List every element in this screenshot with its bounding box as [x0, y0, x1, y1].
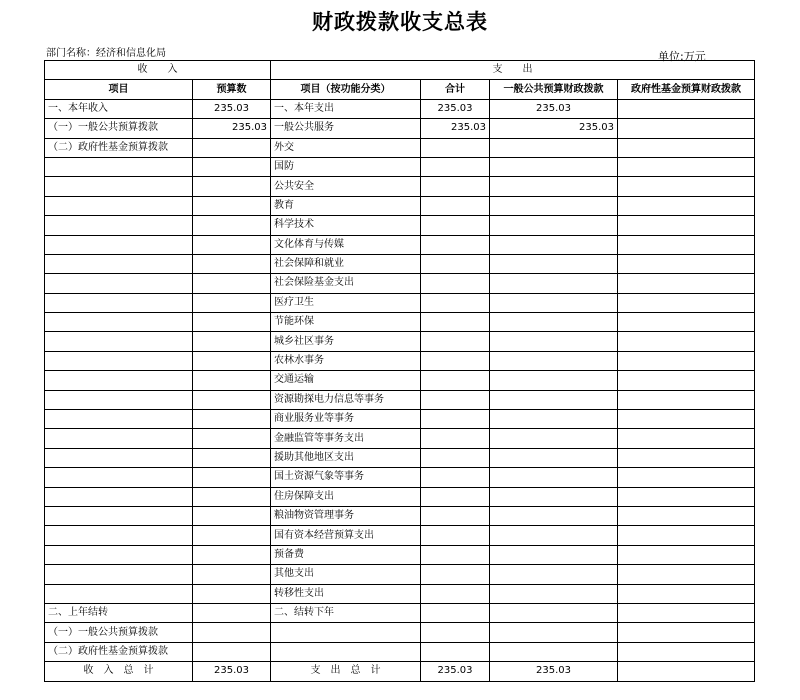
income-budget-cell: 235.03: [193, 119, 271, 138]
income-item-cell: [45, 351, 193, 370]
income-budget-cell: [193, 293, 271, 312]
income-item-cell: [45, 487, 193, 506]
table-row: [45, 448, 755, 467]
income-budget-cell: [193, 545, 271, 564]
expense-total-cell: [421, 545, 490, 564]
expense-fund-cell: [618, 448, 755, 467]
income-item-cell: （二）政府性基金预算拨款: [45, 138, 193, 157]
income-budget-cell: [193, 487, 271, 506]
table-row: [45, 429, 755, 448]
expense-item-cell: 教育: [271, 196, 421, 215]
expense-fund-cell: [618, 584, 755, 603]
expense-fund-cell: [618, 390, 755, 409]
table-row: [45, 410, 755, 429]
income-budget-cell: [193, 313, 271, 332]
table-row: [45, 196, 755, 215]
expense-total-cell: [421, 487, 490, 506]
expense-fund-cell: [618, 410, 755, 429]
expense-total-value: 235.03: [421, 662, 490, 681]
expense-general-cell: [490, 274, 618, 293]
table-row: [45, 293, 755, 312]
table-row: [45, 254, 755, 273]
income-item-cell: [45, 584, 193, 603]
income-budget-cell: [193, 371, 271, 390]
table-row: [45, 603, 755, 622]
expense-fund-cell: [618, 235, 755, 254]
expense-general-cell: [490, 216, 618, 235]
expense-general-cell: [490, 623, 618, 642]
income-item-cell: [45, 448, 193, 467]
expense-item-cell: 社会保障和就业: [271, 254, 421, 273]
table-row: [45, 506, 755, 525]
expense-item-cell: 节能环保: [271, 313, 421, 332]
income-item-cell: [45, 177, 193, 196]
expense-item-cell: 资源勘探电力信息等事务: [271, 390, 421, 409]
col-header-general-budget: 一般公共预算财政拨款: [490, 80, 618, 99]
table-row: [45, 545, 755, 564]
expense-total-cell: [421, 623, 490, 642]
income-item-cell: [45, 196, 193, 215]
expense-total-cell: [421, 351, 490, 370]
expense-general-cell: [490, 313, 618, 332]
expense-general-cell: [490, 138, 618, 157]
expense-item-cell: 其他支出: [271, 565, 421, 584]
income-item-cell: （一）一般公共预算拨款: [45, 119, 193, 138]
expense-general-cell: [490, 468, 618, 487]
unit-label: 单位:万元: [658, 50, 706, 63]
table-row: [45, 487, 755, 506]
table-row: [45, 332, 755, 351]
expense-fund-cell: [618, 332, 755, 351]
expense-total-cell: [421, 584, 490, 603]
table-row: [45, 216, 755, 235]
expense-general-cell: [490, 390, 618, 409]
expense-total-cell: [421, 603, 490, 622]
expense-total-cell: [421, 235, 490, 254]
col-header-total: 合计: [421, 80, 490, 99]
expense-general-cell: [490, 565, 618, 584]
totals-row: [45, 662, 755, 681]
expense-fund-cell: [618, 138, 755, 157]
expense-total-cell: [421, 274, 490, 293]
income-item-cell: [45, 274, 193, 293]
col-header-budget: 预算数: [193, 80, 271, 99]
income-budget-cell: [193, 332, 271, 351]
expense-general-cell: 235.03: [490, 99, 618, 118]
income-budget-cell: [193, 603, 271, 622]
expense-total-cell: [421, 157, 490, 176]
income-item-cell: （二）政府性基金预算拨款: [45, 642, 193, 661]
income-budget-cell: [193, 468, 271, 487]
income-budget-cell: [193, 429, 271, 448]
income-item-cell: [45, 390, 193, 409]
expense-item-cell: 农林水事务: [271, 351, 421, 370]
expense-fund-cell: [618, 177, 755, 196]
expense-fund-cell: [618, 468, 755, 487]
income-item-cell: [45, 216, 193, 235]
expense-fund-cell: [618, 623, 755, 642]
col-header-expense-item: 项目（按功能分类）: [271, 80, 421, 99]
income-budget-cell: [193, 196, 271, 215]
expense-fund-cell: [618, 216, 755, 235]
expense-item-cell: 国有资本经营预算支出: [271, 526, 421, 545]
income-item-cell: [45, 371, 193, 390]
expense-total-cell: [421, 293, 490, 312]
income-budget-cell: [193, 390, 271, 409]
table-row: [45, 526, 755, 545]
expense-fund-total-value: [618, 662, 755, 681]
income-item-cell: [45, 565, 193, 584]
expense-general-cell: [490, 429, 618, 448]
income-budget-cell: [193, 216, 271, 235]
expense-item-cell: 预备费: [271, 545, 421, 564]
income-budget-cell: [193, 448, 271, 467]
income-budget-cell: [193, 642, 271, 661]
expense-fund-cell: [618, 506, 755, 525]
expense-general-cell: [490, 196, 618, 215]
expense-item-cell: 援助其他地区支出: [271, 448, 421, 467]
expense-general-cell: [490, 448, 618, 467]
expense-general-cell: [490, 293, 618, 312]
expense-general-cell: [490, 235, 618, 254]
expense-fund-cell: [618, 351, 755, 370]
expense-item-cell: 国防: [271, 157, 421, 176]
income-item-cell: （一）一般公共预算拨款: [45, 623, 193, 642]
income-item-cell: [45, 545, 193, 564]
table-row: [45, 390, 755, 409]
expense-total-cell: [421, 313, 490, 332]
income-item-cell: [45, 526, 193, 545]
expense-item-cell: [271, 642, 421, 661]
expense-item-cell: 科学技术: [271, 216, 421, 235]
income-budget-cell: [193, 235, 271, 254]
expense-total-cell: 235.03: [421, 99, 490, 118]
expense-fund-cell: [618, 157, 755, 176]
table-row: [45, 274, 755, 293]
expense-fund-cell: [618, 196, 755, 215]
expense-item-cell: 外交: [271, 138, 421, 157]
income-item-cell: [45, 254, 193, 273]
income-item-cell: [45, 235, 193, 254]
expense-total-cell: [421, 332, 490, 351]
income-item-cell: [45, 410, 193, 429]
expense-total-cell: [421, 526, 490, 545]
expense-total-cell: [421, 138, 490, 157]
income-total-value: 235.03: [193, 662, 271, 681]
table-row: [45, 623, 755, 642]
income-budget-cell: [193, 274, 271, 293]
expense-item-cell: 国土资源气象等事务: [271, 468, 421, 487]
table-row: [45, 642, 755, 661]
expense-fund-cell: [618, 99, 755, 118]
income-budget-cell: [193, 177, 271, 196]
expense-item-cell: [271, 623, 421, 642]
income-budget-cell: [193, 506, 271, 525]
income-item-cell: [45, 468, 193, 487]
expense-item-cell: 交通运输: [271, 371, 421, 390]
income-item-cell: [45, 429, 193, 448]
income-budget-cell: [193, 584, 271, 603]
expense-general-cell: [490, 254, 618, 273]
expense-general-cell: [490, 410, 618, 429]
income-total-label: 收 入 总 计: [45, 662, 193, 681]
expense-item-cell: 转移性支出: [271, 584, 421, 603]
expense-general-cell: [490, 642, 618, 661]
expense-general-cell: [490, 332, 618, 351]
expense-item-cell: 一、本年支出: [271, 99, 421, 118]
income-item-cell: 二、上年结转: [45, 603, 193, 622]
income-item-cell: [45, 332, 193, 351]
expense-section-header: 支 出: [271, 61, 755, 80]
table-row: [45, 119, 755, 138]
table-row: [45, 235, 755, 254]
section-header-row: [45, 61, 755, 80]
table-row: [45, 565, 755, 584]
expense-item-cell: 商业服务业等事务: [271, 410, 421, 429]
expense-fund-cell: [618, 642, 755, 661]
expense-total-cell: [421, 642, 490, 661]
income-budget-cell: 235.03: [193, 99, 271, 118]
expense-total-cell: 235.03: [421, 119, 490, 138]
expense-item-cell: 金融监管等事务支出: [271, 429, 421, 448]
expense-total-cell: [421, 371, 490, 390]
expense-general-cell: [490, 545, 618, 564]
expense-item-cell: 住房保障支出: [271, 487, 421, 506]
table-row: [45, 351, 755, 370]
expense-fund-cell: [618, 313, 755, 332]
expense-item-cell: 社会保险基金支出: [271, 274, 421, 293]
table-row: [45, 584, 755, 603]
expense-general-cell: 235.03: [490, 119, 618, 138]
expense-item-cell: 公共安全: [271, 177, 421, 196]
expense-total-cell: [421, 196, 490, 215]
expense-general-cell: [490, 506, 618, 525]
income-section-header: 收 入: [45, 61, 271, 80]
expense-fund-cell: [618, 545, 755, 564]
expense-general-cell: [490, 584, 618, 603]
budget-summary-table: [44, 60, 755, 682]
expense-item-cell: 文化体育与传媒: [271, 235, 421, 254]
expense-total-cell: [421, 177, 490, 196]
table-row: [45, 138, 755, 157]
expense-general-total-value: 235.03: [490, 662, 618, 681]
expense-item-cell: 一般公共服务: [271, 119, 421, 138]
expense-fund-cell: [618, 565, 755, 584]
income-budget-cell: [193, 410, 271, 429]
expense-general-cell: [490, 157, 618, 176]
expense-total-cell: [421, 410, 490, 429]
expense-item-cell: 粮油物资管理事务: [271, 506, 421, 525]
expense-total-cell: [421, 254, 490, 273]
expense-fund-cell: [618, 526, 755, 545]
table-row: [45, 371, 755, 390]
expense-fund-cell: [618, 254, 755, 273]
expense-fund-cell: [618, 274, 755, 293]
income-budget-cell: [193, 157, 271, 176]
expense-total-cell: [421, 429, 490, 448]
expense-fund-cell: [618, 119, 755, 138]
income-item-cell: [45, 506, 193, 525]
income-item-cell: [45, 313, 193, 332]
expense-total-cell: [421, 565, 490, 584]
table-row: [45, 177, 755, 196]
expense-total-cell: [421, 390, 490, 409]
expense-general-cell: [490, 603, 618, 622]
income-budget-cell: [193, 138, 271, 157]
expense-general-cell: [490, 177, 618, 196]
expense-total-cell: [421, 506, 490, 525]
income-budget-cell: [193, 623, 271, 642]
expense-total-cell: [421, 216, 490, 235]
expense-total-cell: [421, 468, 490, 487]
expense-item-cell: 城乡社区事务: [271, 332, 421, 351]
expense-general-cell: [490, 526, 618, 545]
expense-total-cell: [421, 448, 490, 467]
col-header-fund-budget: 政府性基金预算财政拨款: [618, 80, 755, 99]
table-row: [45, 468, 755, 487]
expense-total-label: 支 出 总 计: [271, 662, 421, 681]
col-header-item: 项目: [45, 80, 193, 99]
income-item-cell: 一、本年收入: [45, 99, 193, 118]
table-row: [45, 157, 755, 176]
income-item-cell: [45, 293, 193, 312]
income-item-cell: [45, 157, 193, 176]
expense-fund-cell: [618, 371, 755, 390]
expense-general-cell: [490, 371, 618, 390]
column-header-row: [45, 80, 755, 99]
expense-general-cell: [490, 351, 618, 370]
report-title: 财政拨款收支总表: [312, 9, 488, 34]
income-budget-cell: [193, 526, 271, 545]
table-row: [45, 99, 755, 118]
expense-item-cell: 二、结转下年: [271, 603, 421, 622]
table-row: [45, 313, 755, 332]
department-name: 部门名称：经济和信息化局: [46, 48, 166, 59]
income-budget-cell: [193, 351, 271, 370]
expense-fund-cell: [618, 487, 755, 506]
expense-item-cell: 医疗卫生: [271, 293, 421, 312]
income-budget-cell: [193, 565, 271, 584]
expense-fund-cell: [618, 293, 755, 312]
expense-fund-cell: [618, 603, 755, 622]
expense-general-cell: [490, 487, 618, 506]
expense-fund-cell: [618, 429, 755, 448]
income-budget-cell: [193, 254, 271, 273]
